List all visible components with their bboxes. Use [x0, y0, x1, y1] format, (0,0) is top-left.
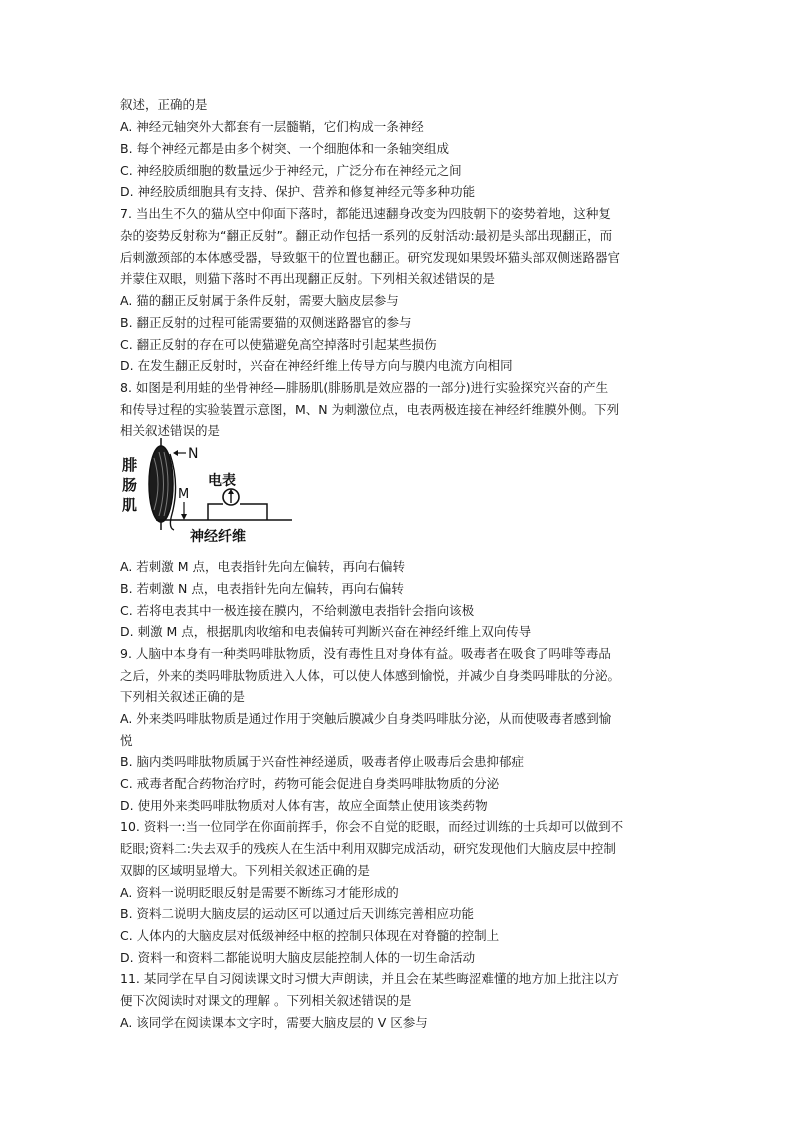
text-line: A. 该同学在阅读课本文字时，需要大脑皮层的 V 区参与: [120, 1015, 428, 1030]
muscle-label-2: 肠: [122, 476, 138, 494]
text-line: 7. 当出生不久的猫从空中仰面下落时，都能迅速翻身改变为四肢朝下的姿势着地，这种复: [120, 206, 611, 221]
text-line: A. 猫的翻正反射属于条件反射，需要大脑皮层参与: [120, 293, 399, 308]
electrode-left: [208, 504, 223, 520]
text-line: B. 翻正反射的过程可能需要猫的双侧迷路器官的参与: [120, 315, 412, 330]
text-line: D. 使用外来类吗啡肽物质对人体有害，故应全面禁止使用该类药物: [120, 798, 488, 813]
text-line: 后刺激颈部的本体感受器，导致躯干的位置也翻正。研究发现如果毁坏猫头部双侧迷路器官: [120, 250, 621, 265]
text-line: D. 刺激 M 点，根据肌肉收缩和电表偏转可判断兴奋在神经纤维上双向传导: [120, 624, 532, 639]
muscle-label-1: 腓: [122, 456, 138, 474]
text-line: D. 神经胶质细胞具有支持、保护、营养和修复神经元等多种功能: [120, 184, 476, 199]
text-line: 并蒙住双眼，则猫下落时不再出现翻正反射。下列相关叙述错误的是: [120, 271, 496, 286]
text-line: D. 在发生翻正反射时，兴奋在神经纤维上传导方向与膜内电流方向相同: [120, 358, 513, 373]
text-line: 眨眼;资料二:失去双手的残疾人在生活中利用双脚完成活动，研究发现他们大脑皮层中控制: [120, 841, 616, 856]
text-line: C. 神经胶质细胞的数量远少于神经元，广泛分布在神经元之间: [120, 163, 462, 178]
text-line: 叙述，正确的是: [120, 97, 208, 112]
muscle-label-3: 肌: [122, 496, 138, 514]
text-line: A. 资料一说明眨眼反射是需要不断练习才能形成的: [120, 885, 399, 900]
text-line: A. 若刺激 M 点，电表指针先向左偏转，再向右偏转: [120, 559, 406, 574]
text-line: C. 若将电表其中一极连接在膜内，不给刺激电表指针会指向该极: [120, 603, 475, 618]
n-arrow-head: [173, 450, 178, 456]
m-arrow-head: [181, 514, 187, 520]
text-line: 之后，外来的类吗啡肽物质进入人体，可以使人体感到愉悦，并减少自身类吗啡肽的分泌。: [120, 668, 621, 683]
text-line: C. 戒毒者配合药物治疗时，药物可能会促进自身类吗啡肽物质的分泌: [120, 776, 500, 791]
text-line: 8. 如图是利用蛙的坐骨神经—腓肠肌(腓肠肌是效应器的一部分)进行实验探究兴奋的产生: [120, 380, 609, 395]
text-line: A. 外来类吗啡肽物质是通过作用于突触后膜减少自身类吗啡肽分泌，从而使吸毒者感到愉: [120, 711, 612, 726]
text-line: 10. 资料一:当一位同学在你面前挥手，你会不自觉的眨眼，而经过训练的士兵却可以做到不: [120, 819, 624, 834]
text-line: 杂的姿势反射称为“翻正反射”。翻正动作包括一系列的反射活动:最初是头部出现翻正，而: [120, 228, 613, 243]
text-line: B. 资料二说明大脑皮层的运动区可以通过后天训练完善相应功能: [120, 906, 475, 921]
text-line: B. 每个神经元都是由多个树突、一个细胞体和一条轴突组成: [120, 141, 450, 156]
fiber-label: 神经纤维: [190, 529, 246, 545]
gastrocnemius-muscle: [149, 446, 173, 522]
m-point-label: M: [178, 487, 190, 502]
text-line: A. 神经元轴突外大都套有一层髓鞘，它们构成一条神经: [120, 119, 424, 134]
electrode-right: [240, 504, 267, 520]
text-line: B. 若刺激 N 点，电表指针先向左偏转，再向右偏转: [120, 581, 404, 596]
text-line: C. 人体内的大脑皮层对低级神经中枢的控制只体现在对脊髓的控制上: [120, 928, 500, 943]
text-line: 双脚的区域明显增大。下列相关叙述正确的是: [120, 863, 371, 878]
experiment-diagram: [120, 436, 300, 548]
text-line: 11. 某同学在早自习阅读课文时习惯大声朗读，并且会在某些晦涩难懂的地方加上批注以方: [120, 971, 619, 986]
text-line: 下列相关叙述正确的是: [120, 689, 246, 704]
text-line: 和传导过程的实验装置示意图，M、N 为刺激位点，电表两极连接在神经纤维膜外侧。下列: [120, 402, 620, 417]
text-line: C. 翻正反射的存在可以使猫避免高空掉落时引起某些损伤: [120, 337, 437, 352]
text-line: 悦: [120, 733, 133, 748]
text-line: 便下次阅读时对课文的理解 。下列相关叙述错误的是: [120, 993, 412, 1008]
text-line: D. 资料一和资料二都能说明大脑皮层能控制人体的一切生命活动: [120, 950, 476, 965]
meter-label: 电表: [208, 473, 236, 489]
n-point-label: N: [188, 446, 199, 462]
text-line: 9. 人脑中本身有一种类吗啡肽物质，没有毒性且对身体有益。吸毒者在吸食了吗啡等毒品: [120, 646, 611, 661]
text-line: B. 脑内类吗啡肽物质属于兴奋性神经递质，吸毒者停止吸毒后会患抑郁症: [120, 754, 525, 769]
text-line: 相关叙述错误的是: [120, 423, 221, 438]
